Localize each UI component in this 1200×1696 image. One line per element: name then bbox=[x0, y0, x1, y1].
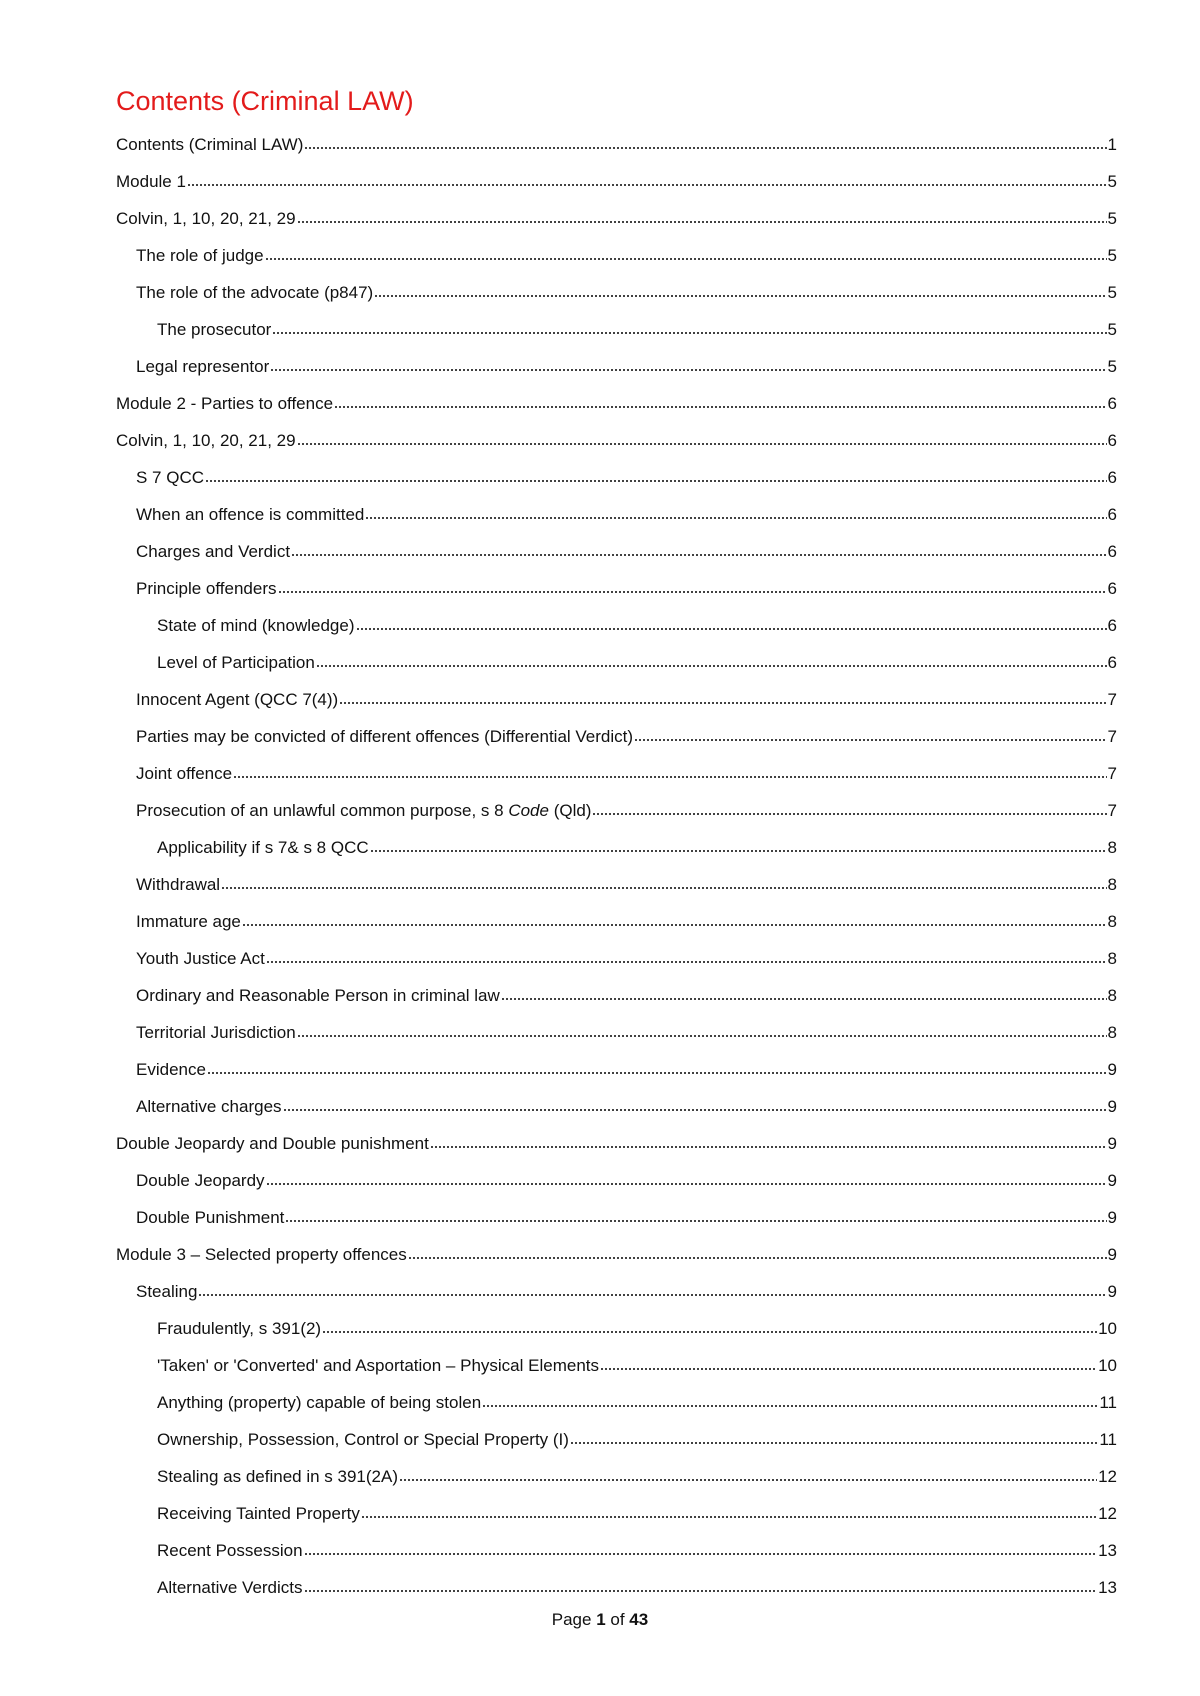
toc-dot-leader bbox=[198, 1293, 1106, 1297]
toc-dot-leader bbox=[339, 701, 1106, 705]
toc-entry-page-number[interactable]: 6 bbox=[1107, 542, 1117, 561]
toc-entry-label[interactable]: Module 2 - Parties to offence bbox=[116, 394, 334, 413]
toc-dot-leader bbox=[291, 553, 1106, 557]
toc-entry-label[interactable]: State of mind (knowledge) bbox=[157, 616, 355, 635]
toc-entry[interactable] bbox=[116, 677, 1117, 714]
toc-entry[interactable] bbox=[116, 1084, 1117, 1121]
toc-entry-label[interactable]: Innocent Agent (QCC 7(4)) bbox=[136, 690, 339, 709]
toc-entry-label[interactable]: The role of judge bbox=[136, 246, 264, 265]
toc-dot-leader bbox=[430, 1145, 1107, 1149]
toc-entry-label[interactable]: Legal representor bbox=[136, 357, 270, 376]
toc-dot-leader bbox=[374, 294, 1106, 298]
toc-dot-leader bbox=[334, 405, 1106, 409]
toc-dot-leader bbox=[570, 1441, 1098, 1445]
toc-entry-page-number[interactable]: 6 bbox=[1107, 616, 1117, 635]
toc-entry-label[interactable]: Colvin, 1, 10, 20, 21, 29 bbox=[116, 209, 296, 228]
toc-entry-label[interactable]: Territorial Jurisdiction bbox=[136, 1023, 296, 1042]
toc-entry[interactable] bbox=[116, 1454, 1117, 1491]
footer-prefix: Page bbox=[551, 1610, 597, 1629]
toc-entry[interactable] bbox=[116, 1121, 1117, 1158]
toc-entry-page-number[interactable]: 5 bbox=[1107, 246, 1117, 265]
toc-entry[interactable] bbox=[116, 1195, 1117, 1232]
toc-entry-page-number[interactable]: 8 bbox=[1107, 838, 1117, 857]
toc-entry-label[interactable]: Joint offence bbox=[136, 764, 233, 783]
toc-entry[interactable] bbox=[116, 344, 1117, 381]
toc-entry-page-number[interactable]: 8 bbox=[1107, 875, 1117, 894]
toc-entry[interactable] bbox=[116, 122, 1117, 159]
toc-entry[interactable] bbox=[116, 455, 1117, 492]
toc-entry-page-number[interactable]: 9 bbox=[1107, 1060, 1117, 1079]
toc-entry[interactable] bbox=[116, 1528, 1117, 1565]
toc-entry[interactable] bbox=[116, 1306, 1117, 1343]
toc-dot-leader bbox=[316, 664, 1107, 668]
toc-entry-label[interactable]: Prosecution of an unlawful common purpose, s 8 Code (Qld) bbox=[136, 801, 592, 820]
toc-dot-leader bbox=[600, 1367, 1097, 1371]
toc-entry[interactable] bbox=[116, 1417, 1117, 1454]
toc-entry-label[interactable]: The prosecutor bbox=[157, 320, 272, 339]
toc-dot-leader bbox=[361, 1515, 1097, 1519]
toc-entry[interactable] bbox=[116, 1269, 1117, 1306]
toc-dot-leader bbox=[266, 960, 1107, 964]
toc-entry-page-number[interactable]: 6 bbox=[1107, 394, 1117, 413]
toc-entry-page-number[interactable]: 8 bbox=[1107, 986, 1117, 1005]
toc-entry-page-number[interactable]: 5 bbox=[1107, 357, 1117, 376]
toc-entry-page-number[interactable]: 13 bbox=[1098, 1578, 1117, 1597]
toc-entry-label[interactable]: Module 3 – Selected property offences bbox=[116, 1245, 407, 1264]
toc-entry-page-number[interactable]: 12 bbox=[1098, 1467, 1117, 1486]
toc-entry[interactable] bbox=[116, 862, 1117, 899]
toc-entry-label[interactable]: Receiving Tainted Property bbox=[157, 1504, 360, 1523]
toc-entry-page-number[interactable]: 6 bbox=[1107, 505, 1117, 524]
page-footer bbox=[0, 1610, 1200, 1630]
toc-dot-leader bbox=[370, 849, 1107, 853]
toc-entry[interactable] bbox=[116, 307, 1117, 344]
toc-entry[interactable] bbox=[116, 381, 1117, 418]
toc-entry[interactable] bbox=[116, 1010, 1117, 1047]
toc-entry-label[interactable]: Module 1 bbox=[116, 172, 186, 191]
toc-entry[interactable] bbox=[116, 788, 1117, 825]
toc-entry-label[interactable]: Fraudulently, s 391(2) bbox=[157, 1319, 322, 1338]
toc-entry-page-number[interactable]: 5 bbox=[1107, 283, 1117, 302]
toc-entry-label[interactable]: Stealing as defined in s 391(2A) bbox=[157, 1467, 398, 1486]
toc-entry-page-number[interactable]: 10 bbox=[1098, 1319, 1117, 1338]
toc-entry-label[interactable]: Evidence bbox=[136, 1060, 206, 1079]
toc-entry[interactable] bbox=[116, 936, 1117, 973]
footer-current-page: 1 bbox=[596, 1610, 606, 1629]
toc-entry[interactable] bbox=[116, 566, 1117, 603]
toc-dot-leader bbox=[297, 1034, 1107, 1038]
toc-entry-page-number[interactable]: 9 bbox=[1107, 1097, 1117, 1116]
toc-dot-leader bbox=[482, 1404, 1098, 1408]
toc-entry-label[interactable]: 'Taken' or 'Converted' and Asportation – Physical Elements bbox=[157, 1356, 599, 1375]
toc-dot-leader bbox=[297, 220, 1107, 224]
toc-entry[interactable] bbox=[116, 640, 1117, 677]
toc-entry-label[interactable]: Ordinary and Reasonable Person in criminal law bbox=[136, 986, 500, 1005]
toc-entry[interactable] bbox=[116, 1232, 1117, 1269]
toc-entry-label[interactable]: Alternative Verdicts bbox=[157, 1578, 303, 1597]
toc-entry-label[interactable]: Immature age bbox=[136, 912, 241, 931]
toc-entry[interactable] bbox=[116, 1343, 1117, 1380]
toc-entry[interactable] bbox=[116, 270, 1117, 307]
toc-entry[interactable] bbox=[116, 899, 1117, 936]
toc-entry-label[interactable]: Applicability if s 7& s 8 QCC bbox=[157, 838, 369, 857]
toc-entry[interactable] bbox=[116, 1491, 1117, 1528]
toc-entry-label[interactable]: Alternative charges bbox=[136, 1097, 282, 1116]
toc-entry[interactable] bbox=[116, 973, 1117, 1010]
footer-total-pages: 43 bbox=[629, 1610, 649, 1629]
toc-entry-page-number[interactable]: 6 bbox=[1107, 653, 1117, 672]
toc-entry-page-number[interactable]: 7 bbox=[1107, 764, 1117, 783]
toc-dot-leader bbox=[221, 886, 1106, 890]
toc-entry[interactable] bbox=[116, 1380, 1117, 1417]
toc-dot-leader bbox=[501, 997, 1107, 1001]
toc-entry-page-number[interactable]: 7 bbox=[1107, 801, 1117, 820]
toc-entry-page-number[interactable]: 5 bbox=[1107, 209, 1117, 228]
toc-entry-label[interactable]: Parties may be convicted of different offences (Differential Verdict) bbox=[136, 727, 634, 746]
toc-dot-leader bbox=[304, 1589, 1098, 1593]
toc-entry-page-number[interactable]: 5 bbox=[1107, 172, 1117, 191]
toc-entry[interactable] bbox=[116, 233, 1117, 270]
document-title: Contents (Criminal LAW) bbox=[116, 86, 414, 116]
toc-entry-page-number[interactable]: 9 bbox=[1107, 1245, 1117, 1264]
toc-dot-leader bbox=[242, 923, 1107, 927]
toc-dot-leader bbox=[356, 627, 1107, 631]
toc-entry-label[interactable]: Withdrawal bbox=[136, 875, 221, 894]
toc-dot-leader bbox=[265, 257, 1107, 261]
toc-dot-leader bbox=[304, 1552, 1098, 1556]
toc-entry-label[interactable]: S 7 QCC bbox=[136, 468, 205, 487]
toc-dot-leader bbox=[233, 775, 1106, 779]
toc-dot-leader bbox=[365, 516, 1106, 520]
toc-dot-leader bbox=[266, 1182, 1107, 1186]
toc-entry-page-number[interactable]: 11 bbox=[1099, 1393, 1117, 1412]
toc-entry[interactable] bbox=[116, 1158, 1117, 1195]
toc-entry[interactable] bbox=[116, 825, 1117, 862]
toc-entry[interactable] bbox=[116, 492, 1117, 529]
toc-dot-leader bbox=[272, 331, 1106, 335]
toc-dot-leader bbox=[322, 1330, 1097, 1334]
toc-dot-leader bbox=[270, 368, 1106, 372]
toc-entry-page-number[interactable]: 10 bbox=[1098, 1356, 1117, 1375]
toc-entry-page-number[interactable]: 7 bbox=[1107, 690, 1117, 709]
toc-entry-page-number[interactable]: 9 bbox=[1107, 1282, 1117, 1301]
toc-dot-leader bbox=[283, 1108, 1107, 1112]
toc-entry-label[interactable]: Recent Possession bbox=[157, 1541, 303, 1560]
toc-entry-label[interactable]: Contents (Criminal LAW) bbox=[116, 135, 304, 154]
toc-entry-label[interactable]: Double Punishment bbox=[136, 1208, 285, 1227]
toc-entry-page-number[interactable]: 7 bbox=[1107, 727, 1117, 746]
toc-entry-label[interactable]: Anything (property) capable of being stolen bbox=[157, 1393, 482, 1412]
toc-entry-page-number[interactable]: 5 bbox=[1107, 320, 1117, 339]
toc-entry[interactable] bbox=[116, 1565, 1117, 1602]
toc-entry-label[interactable]: Colvin, 1, 10, 20, 21, 29 bbox=[116, 431, 296, 450]
toc-dot-leader bbox=[207, 1071, 1107, 1075]
toc-dot-leader bbox=[399, 1478, 1097, 1482]
toc-entry[interactable] bbox=[116, 603, 1117, 640]
toc-dot-leader bbox=[187, 183, 1107, 187]
toc-entry-page-number[interactable]: 11 bbox=[1099, 1430, 1117, 1449]
toc-entry-label[interactable]: Youth Justice Act bbox=[136, 949, 265, 968]
toc-entry-page-number[interactable]: 9 bbox=[1107, 1171, 1117, 1190]
toc-dot-leader bbox=[592, 812, 1106, 816]
toc-entry-page-number[interactable]: 12 bbox=[1098, 1504, 1117, 1523]
toc-dot-leader bbox=[408, 1256, 1107, 1260]
toc-entry-page-number[interactable]: 6 bbox=[1107, 468, 1117, 487]
footer-of: of bbox=[605, 1610, 630, 1629]
toc-entry[interactable] bbox=[116, 196, 1117, 233]
toc-entry-page-number[interactable]: 6 bbox=[1107, 431, 1117, 450]
toc-entry[interactable] bbox=[116, 751, 1117, 788]
toc-entry-page-number[interactable]: 6 bbox=[1107, 579, 1117, 598]
toc-entry-page-number[interactable]: 8 bbox=[1107, 912, 1117, 931]
toc-dot-leader bbox=[304, 146, 1106, 150]
toc-entry[interactable] bbox=[116, 159, 1117, 196]
toc-entry-label[interactable]: Double Jeopardy bbox=[136, 1171, 265, 1190]
toc-dot-leader bbox=[634, 738, 1106, 742]
toc-dot-leader bbox=[205, 479, 1107, 483]
toc-dot-leader bbox=[285, 1219, 1106, 1223]
toc-entry-page-number[interactable]: 8 bbox=[1107, 1023, 1117, 1042]
toc-entry-page-number[interactable]: 8 bbox=[1107, 949, 1117, 968]
toc-entry[interactable] bbox=[116, 1047, 1117, 1084]
toc-entry-label[interactable]: When an offence is committed bbox=[136, 505, 365, 524]
table-of-contents bbox=[116, 122, 1117, 1602]
toc-entry-label[interactable]: Charges and Verdict bbox=[136, 542, 291, 561]
toc-entry[interactable] bbox=[116, 714, 1117, 751]
toc-entry-label[interactable]: Double Jeopardy and Double punishment bbox=[116, 1134, 429, 1153]
toc-entry-label[interactable]: Stealing bbox=[136, 1282, 198, 1301]
toc-entry-page-number[interactable]: 13 bbox=[1098, 1541, 1117, 1560]
toc-entry-page-number[interactable]: 1 bbox=[1107, 135, 1117, 154]
toc-dot-leader bbox=[297, 442, 1107, 446]
toc-entry-page-number[interactable]: 9 bbox=[1107, 1208, 1117, 1227]
toc-entry-label[interactable]: Ownership, Possession, Control or Special Property (I) bbox=[157, 1430, 569, 1449]
toc-entry-label[interactable]: Principle offenders bbox=[136, 579, 277, 598]
toc-entry-page-number[interactable]: 9 bbox=[1107, 1134, 1117, 1153]
toc-entry-label[interactable]: Level of Participation bbox=[157, 653, 315, 672]
toc-entry[interactable] bbox=[116, 529, 1117, 566]
toc-dot-leader bbox=[278, 590, 1107, 594]
toc-entry[interactable] bbox=[116, 418, 1117, 455]
toc-entry-label[interactable]: The role of the advocate (p847) bbox=[136, 283, 374, 302]
